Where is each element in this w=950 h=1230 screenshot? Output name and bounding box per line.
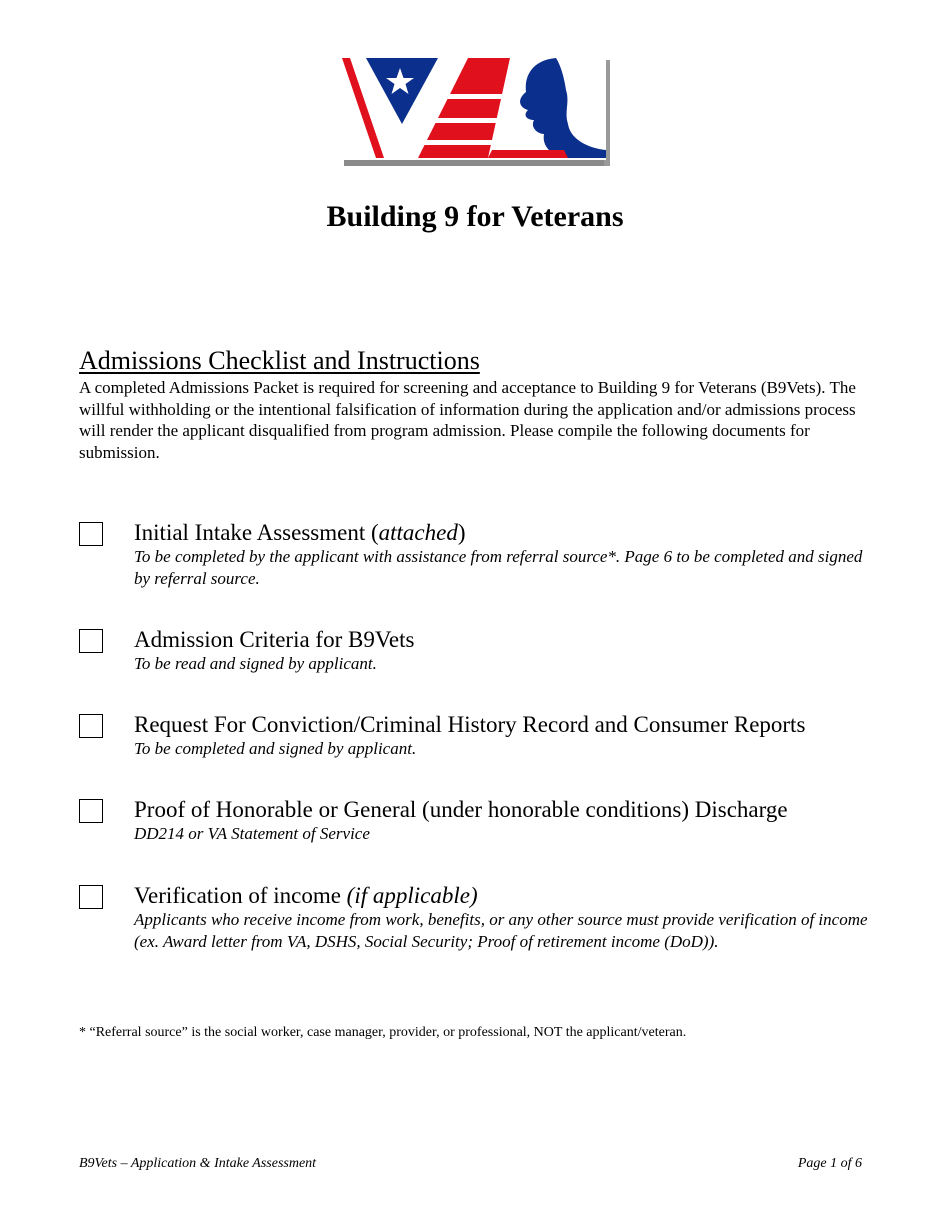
item-description: To be completed and signed by applicant. <box>134 739 417 758</box>
item-title: Verification of income (if applicable) <box>134 883 478 908</box>
intro-paragraph: A completed Admissions Packet is required for screening and acceptance to Building 9 for Veterans (B9Vets). The willful withholding or the intentional falsification of information during the application and/or admissions process will render the applicant disqualified from program admission. Please compile the following documents for submission. <box>79 378 856 462</box>
item-description: To be completed by the applicant with assistance from referral source*. Page 6 to be completed and signed by referral source. <box>134 547 863 588</box>
footer-page-number: Page 1 of 6 <box>797 1156 862 1171</box>
criteria-checkbox[interactable] <box>79 629 103 653</box>
intake-checkbox[interactable] <box>79 522 103 546</box>
conviction-record-checkbox[interactable] <box>79 714 103 738</box>
item-description: To be read and signed by applicant. <box>134 654 377 673</box>
footer-document-name: B9Vets – Application & Intake Assessment <box>79 1156 317 1171</box>
item-title: Request For Conviction/Criminal History Record and Consumer Reports <box>134 712 806 737</box>
admissions-section <box>79 345 879 463</box>
item-description: DD214 or VA Statement of Service <box>134 824 370 843</box>
page-title: Building 9 for Veterans <box>326 200 624 233</box>
discharge-checkbox[interactable] <box>79 799 103 823</box>
item-title: Proof of Honorable or General (under honorable conditions) Discharge <box>134 797 788 822</box>
footnote: * “Referral source” is the social worker, case manager, provider, or professional, NOT the applicant/veteran. <box>79 1025 687 1040</box>
item-title: Admission Criteria for B9Vets <box>134 627 415 652</box>
item-title: Initial Intake Assessment (attached) <box>134 520 466 545</box>
item-description: Applicants who receive income from work, benefits, or any other source must provide verification of income (ex. Award letter from VA, DSHS, Social Security; Proof of retirement income (DoD)). <box>134 910 868 951</box>
logo <box>338 54 612 168</box>
income-checkbox[interactable] <box>79 885 103 909</box>
section-heading: Admissions Checklist and Instructions <box>79 346 480 375</box>
